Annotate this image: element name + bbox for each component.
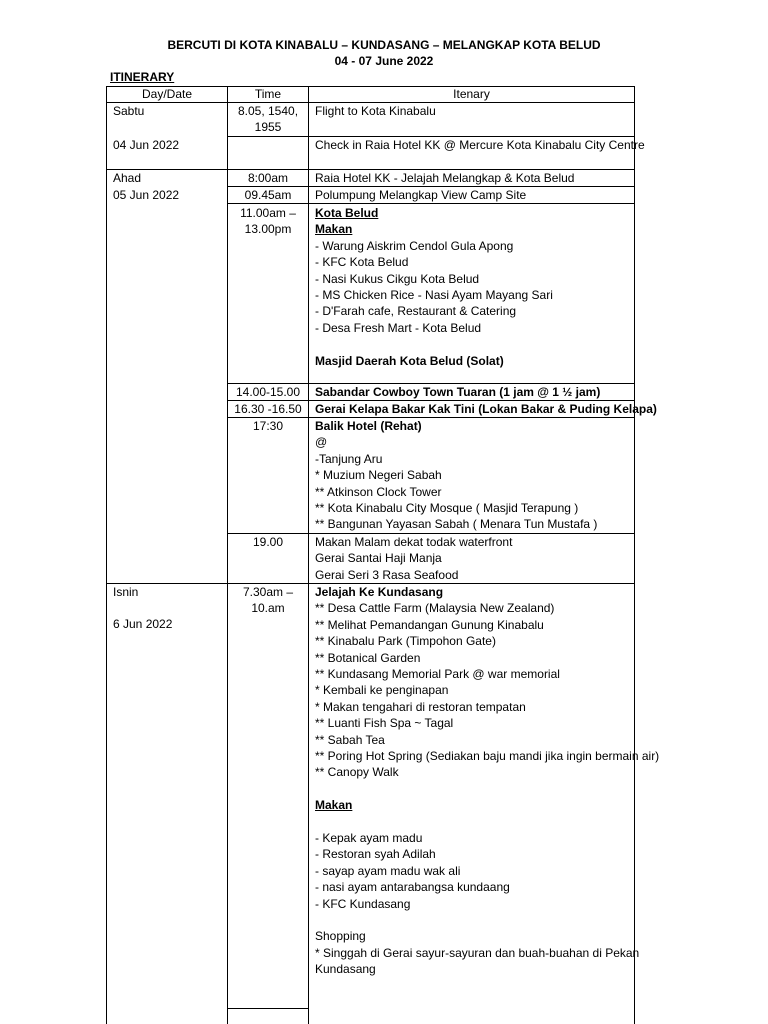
kundasang-title: Jelajah Ke Kundasang (315, 585, 444, 599)
header-time: Time (254, 87, 282, 101)
list-item: ** Kota Kinabalu City Mosque ( Masjid Terapung ) (315, 501, 579, 516)
itenary-r2: Polumpung Melangkap View Camp Site (315, 188, 527, 202)
itenary-r5: Gerai Kelapa Bakar Kak Tini (Lokan Bakar & Puding Kelapa) (315, 402, 657, 416)
list-item: * Kembali ke penginapan (315, 683, 449, 698)
list-item: Makan Malam dekat todak waterfront (315, 535, 513, 549)
makan-malam-block (315, 534, 512, 583)
time-r2: 09.45am (244, 188, 292, 202)
shopping-label: Shopping (315, 929, 366, 944)
masjid-label: Masjid Daerah Kota Belud (Solat) (315, 353, 504, 368)
list-item: - KFC Kundasang (315, 896, 411, 911)
list-item: - sayap ayam madu wak ali (315, 863, 461, 878)
list-item: ** Kinabalu Park (Timpohon Gate) (315, 634, 496, 649)
document-dates: 04 - 07 June 2022 (334, 54, 434, 68)
list-item: Kundasang (315, 962, 376, 977)
list-item: ** Melihat Pemandangan Gunung Kinabalu (315, 617, 544, 632)
document-title: BERCUTI DI KOTA KINABALU – KUNDASANG – MELANGKAP KOTA BELUD (167, 38, 601, 52)
itenary-checkin: Check in Raia Hotel KK @ Mercure Kota Kinabalu City Centre (315, 138, 645, 152)
day-ahad: Ahad (113, 171, 142, 185)
header-day: Day/Date (141, 87, 193, 101)
list-item: ** Atkinson Clock Tower (315, 484, 442, 499)
itenary-flight: Flight to Kota Kinabalu (315, 104, 436, 118)
header-itenary: Itenary (453, 87, 490, 101)
list-item: Gerai Seri 3 Rasa Seafood (315, 567, 459, 582)
time-r3: 11.00am – 13.00pm (240, 206, 296, 237)
time-r7: 19.00 (252, 535, 284, 549)
itenary-r1: Raia Hotel KK - Jelajah Melangkap & Kota Belud (315, 171, 575, 185)
date-ahad: 05 Jun 2022 (113, 188, 180, 202)
list-item: * Makan tengahari di restoran tempatan (315, 699, 526, 714)
time-flight: 8.05, 1540, 1955 (237, 104, 299, 135)
list-item: ** Poring Hot Spring (Sediakan baju mandi jika ingin bermain air) (315, 749, 660, 764)
date-sabtu: 04 Jun 2022 (113, 138, 180, 152)
list-item: - nasi ayam antarabangsa kundaang (315, 880, 510, 895)
day-isnin: Isnin (113, 585, 139, 599)
makan-label: Makan (315, 222, 353, 237)
time-r5: 16.30 -16.50 (234, 402, 302, 416)
list-item: - Restoran syah Adilah (315, 847, 436, 862)
list-item: ** Luanti Fish Spa ~ Tagal (315, 716, 454, 731)
balik-hotel-block (315, 418, 597, 533)
list-item: - D'Farah cafe, Restaurant & Catering (315, 304, 517, 319)
kota-belud-block (315, 205, 553, 369)
list-item: ** Bangunan Yayasan Sabah ( Menara Tun Mustafa ) (315, 517, 598, 532)
time-r1: 8:00am (247, 171, 289, 185)
list-item: - Desa Fresh Mart - Kota Belud (315, 320, 482, 335)
itinerary-heading: ITINERARY (110, 70, 175, 84)
list-item: ** Desa Cattle Farm (Malaysia New Zealand) (315, 601, 555, 616)
day-sabtu: Sabtu (113, 104, 145, 118)
list-item: - Warung Aiskrim Cendol Gula Apong (315, 238, 514, 253)
list-item: ** Sabah Tea (315, 732, 385, 747)
list-item: ** Canopy Walk (315, 765, 399, 780)
list-item: - KFC Kota Belud (315, 255, 409, 270)
kundasang-block (315, 584, 659, 978)
time-isnin: 7.30am – 10.am (242, 585, 294, 616)
list-item: - Nasi Kukus Cikgu Kota Belud (315, 271, 480, 286)
list-item: * Singgah di Gerai sayur-sayuran dan buah-buahan di Pekan (315, 945, 640, 960)
kota-belud-title: Kota Belud (315, 206, 379, 220)
time-r4: 14.00-15.00 (235, 385, 301, 399)
makan-label: Makan (315, 798, 353, 813)
list-item: ** Kundasang Memorial Park @ war memorial (315, 667, 560, 682)
list-item: - MS Chicken Rice - Nasi Ayam Mayang Sari (315, 288, 553, 303)
list-item: * Muzium Negeri Sabah (315, 468, 442, 483)
balik-hotel-title: Balik Hotel (Rehat) (315, 419, 422, 433)
list-item: - Kepak ayam madu (315, 831, 423, 846)
date-isnin: 6 Jun 2022 (113, 617, 173, 631)
time-r6: 17:30 (252, 419, 284, 433)
list-item: Gerai Santai Haji Manja (315, 551, 442, 566)
list-item: -Tanjung Aru (315, 451, 383, 466)
itenary-r4: Sabandar Cowboy Town Tuaran (1 jam @ 1 ½ jam) (315, 385, 601, 399)
list-item: ** Botanical Garden (315, 650, 421, 665)
list-item: @ (315, 435, 328, 450)
